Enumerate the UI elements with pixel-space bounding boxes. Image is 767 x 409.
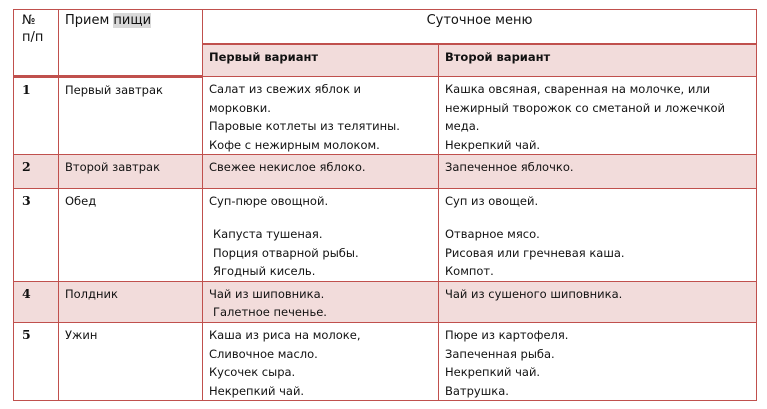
- header-meal-highlight: пищи: [113, 13, 152, 28]
- row-variant1: [203, 189, 439, 281]
- row-variant2: [439, 281, 757, 322]
- menu-line: Некрепкий чай.: [209, 383, 305, 398]
- menu-line: морковки.: [209, 100, 271, 115]
- row-num: 4: [14, 281, 59, 322]
- spacer: [209, 211, 432, 225]
- row-variant2: [439, 189, 757, 281]
- diet-menu-table: [13, 9, 757, 401]
- row-variant1: [203, 281, 439, 322]
- table-row: [14, 322, 757, 400]
- menu-line: Некрепкий чай.: [445, 365, 541, 380]
- menu-line: Кашка овсяная, сваренная на молочке, или: [445, 82, 711, 96]
- menu-line: Свежее некислое яблоко.: [209, 160, 366, 175]
- menu-line: Отварное мясо.: [445, 226, 540, 241]
- row-meal: Ужин: [59, 322, 203, 400]
- table-row: [14, 189, 757, 281]
- menu-line: нежирный творожок со сметаной и ложечкой: [445, 100, 726, 115]
- table-row: [14, 155, 757, 189]
- header-variant2-label: Второй вариант: [445, 50, 551, 64]
- row-meal: Второй завтрак: [59, 155, 203, 189]
- header-variant1-label: Первый вариант: [209, 50, 319, 64]
- row-num: 3: [14, 189, 59, 281]
- menu-line: Компот.: [445, 264, 494, 279]
- header-variant2: [439, 44, 757, 77]
- row-variant2: [439, 77, 757, 155]
- menu-line: Порция отварной рыбы.: [213, 245, 359, 260]
- header-meal-text: Прием: [65, 13, 114, 28]
- row-num: 2: [14, 155, 59, 189]
- menu-line: Чай из сушеного шиповника.: [445, 286, 623, 301]
- menu-line: Галетное печенье.: [213, 305, 327, 320]
- table-row: [14, 281, 757, 322]
- menu-line: Чай из шиповника.: [209, 286, 325, 301]
- header-variant1: [203, 44, 439, 77]
- row-variant2: [439, 155, 757, 189]
- row-variant2: [439, 322, 757, 400]
- row-meal: Первый завтрак: [59, 77, 203, 155]
- menu-line: Ватрушка.: [445, 383, 509, 398]
- menu-line: Кофе с нежирным молоком.: [209, 137, 380, 152]
- row-variant1: [203, 155, 439, 189]
- menu-line: Капуста тушеная.: [213, 226, 323, 241]
- header-row: [14, 10, 757, 45]
- row-meal: Полдник: [59, 281, 203, 322]
- menu-line: Паровые котлеты из телятины.: [209, 119, 400, 134]
- menu-line: Каша из риса на молоке,: [209, 327, 361, 342]
- header-meal-cell: [59, 10, 203, 77]
- spacer: [445, 211, 750, 225]
- menu-line: Кусочек сыра.: [209, 365, 296, 380]
- menu-line: Рисовая или гречневая каша.: [445, 245, 625, 260]
- menu-line: Суп-пюре овощной.: [209, 194, 329, 209]
- table-row: [14, 77, 757, 155]
- menu-line: Пюре из картофеля.: [445, 327, 569, 342]
- row-num: 1: [14, 77, 59, 155]
- header-day-menu-label: Суточное меню: [426, 13, 533, 28]
- row-variant1: [203, 77, 439, 155]
- menu-line: Ягодный кисель.: [213, 264, 316, 279]
- row-num: 5: [14, 322, 59, 400]
- menu-line: Сливочное масло.: [209, 346, 318, 361]
- row-meal: Обед: [59, 189, 203, 281]
- menu-line: Салат из свежих яблок и: [209, 82, 362, 96]
- menu-line: Запеченная рыба.: [445, 346, 555, 361]
- header-day-menu: [203, 10, 757, 45]
- header-num: № п/п: [22, 13, 44, 45]
- menu-line: меда.: [445, 119, 480, 134]
- menu-line: Запеченное яблочко.: [445, 160, 574, 175]
- header-num-cell: [14, 10, 59, 77]
- menu-line: Некрепкий чай.: [445, 137, 541, 152]
- menu-line: Суп из овощей.: [445, 194, 539, 209]
- row-variant1: [203, 322, 439, 400]
